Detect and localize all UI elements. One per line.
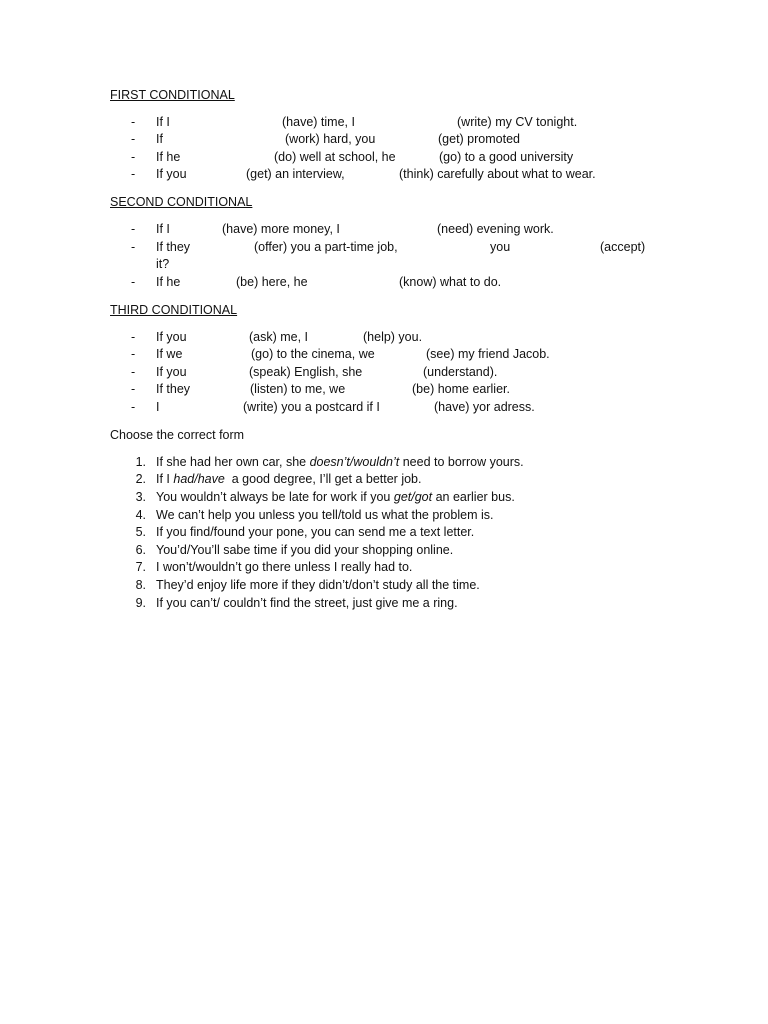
choose-item-2: [0, 472, 768, 489]
second-conditional-heading: SECOND CONDITIONAL: [110, 195, 253, 209]
bullet-dash: -: [131, 115, 136, 129]
item-text: We can’t help you unless you tell/told us what the problem is.: [156, 508, 494, 522]
choose-item-4: [0, 508, 768, 525]
bullet-dash: -: [131, 347, 136, 361]
item-text-end: need to borrow yours.: [399, 455, 524, 469]
choose-heading: Choose the correct form: [110, 428, 245, 442]
first-row-4: [0, 167, 768, 184]
sentence-part: (have) more money, I: [222, 222, 340, 236]
sentence-part: (speak) English, she: [249, 365, 363, 379]
second-row-2-continued: [0, 257, 768, 274]
item-number: 8.: [135, 578, 146, 592]
sentence-part: (write) my CV tonight.: [457, 115, 578, 129]
third-row-5: [0, 400, 768, 417]
sentence-part: If I: [156, 222, 170, 236]
item-options: get/got: [393, 490, 433, 504]
item-number: 5.: [135, 525, 146, 539]
sentence-part: If you: [156, 167, 187, 181]
sentence-part: (do) well at school, he: [274, 150, 396, 164]
first-row-3: [0, 150, 768, 167]
bullet-dash: -: [131, 167, 136, 181]
sentence-part: (think) carefully about what to wear.: [399, 167, 596, 181]
sentence-part: (accept): [600, 240, 646, 254]
item-number: 3.: [135, 490, 146, 504]
item-number: 1.: [135, 455, 146, 469]
item-text-start: If she had her own car, she: [156, 455, 310, 469]
sentence-part: If he: [156, 150, 181, 164]
sentence-part: it?: [156, 257, 170, 271]
sentence-part: (ask) me, I: [249, 330, 309, 344]
bullet-dash: -: [131, 132, 136, 146]
third-row-1: [0, 330, 768, 347]
sentence-part: (be) here, he: [236, 275, 308, 289]
item-text-start: If I: [156, 472, 174, 486]
choose-item-7: [0, 560, 768, 577]
sentence-part: (offer) you a part-time job,: [254, 240, 398, 254]
item-number: 2.: [135, 472, 146, 486]
sentence-part: (know) what to do.: [399, 275, 502, 289]
bullet-dash: -: [131, 222, 136, 236]
item-text: [156, 472, 421, 486]
item-options: had/have: [173, 472, 225, 486]
item-text-start: You wouldn’t always be late for work if you: [156, 490, 394, 504]
bullet-dash: -: [131, 382, 136, 396]
bullet-dash: -: [131, 275, 136, 289]
item-number: 7.: [135, 560, 146, 574]
first-row-2: [0, 132, 768, 149]
second-row-2: [0, 240, 768, 257]
item-text-end: a good degree, I’ll get a better job.: [224, 472, 422, 486]
sentence-part: (write) you a postcard if I: [243, 400, 380, 414]
sentence-part: If I: [156, 115, 170, 129]
sentence-part: If he: [156, 275, 181, 289]
first-conditional-heading: FIRST CONDITIONAL: [110, 88, 235, 102]
third-row-3: [0, 365, 768, 382]
sentence-part: (get) promoted: [438, 132, 520, 146]
sentence-part: If you: [156, 365, 187, 379]
sentence-part: (understand).: [423, 365, 498, 379]
sentence-part: (be) home earlier.: [412, 382, 510, 396]
sentence-part: (go) to the cinema, we: [251, 347, 375, 361]
item-text: [156, 490, 515, 504]
item-options: doesn’t/wouldn’t: [309, 455, 400, 469]
sentence-part: (work) hard, you: [285, 132, 376, 146]
sentence-part: If: [156, 132, 163, 146]
second-row-1: [0, 222, 768, 239]
choose-item-3: [0, 490, 768, 507]
item-text: If you find/found your pone, you can send me a text letter.: [156, 525, 475, 539]
item-text: I won’t/wouldn’t go there unless I really had to.: [156, 560, 413, 574]
bullet-dash: -: [131, 365, 136, 379]
first-row-1: [0, 115, 768, 132]
second-row-3: [0, 275, 768, 292]
sentence-part: If we: [156, 347, 183, 361]
third-row-4: [0, 382, 768, 399]
choose-item-9: [0, 596, 768, 613]
sentence-part: (have) yor adress.: [434, 400, 535, 414]
item-number: 4.: [135, 508, 146, 522]
item-text: If you can’t/ couldn’t find the street, just give me a ring.: [156, 596, 458, 610]
bullet-dash: -: [131, 400, 136, 414]
sentence-part: you: [490, 240, 511, 254]
sentence-part: (go) to a good university: [439, 150, 574, 164]
item-text: You’d/You’ll sabe time if you did your shopping online.: [156, 543, 454, 557]
third-conditional-heading: THIRD CONDITIONAL: [110, 303, 238, 317]
item-text: They’d enjoy life more if they didn’t/don’t study all the time.: [156, 578, 480, 592]
sentence-part: (need) evening work.: [437, 222, 554, 236]
sentence-part: I: [156, 400, 160, 414]
item-text: [156, 455, 524, 469]
sentence-part: (help) you.: [363, 330, 423, 344]
sentence-part: (see) my friend Jacob.: [426, 347, 550, 361]
sentence-part: If they: [156, 240, 191, 254]
sentence-part: (listen) to me, we: [250, 382, 346, 396]
bullet-dash: -: [131, 240, 136, 254]
bullet-dash: -: [131, 150, 136, 164]
sentence-part: If they: [156, 382, 191, 396]
item-text-end: an earlier bus.: [432, 490, 515, 504]
sentence-part: (have) time, I: [282, 115, 355, 129]
sentence-part: (get) an interview,: [246, 167, 345, 181]
sentence-part: If you: [156, 330, 187, 344]
item-number: 9.: [135, 596, 146, 610]
third-row-2: [0, 347, 768, 364]
bullet-dash: -: [131, 330, 136, 344]
choose-item-8: [0, 578, 768, 595]
choose-item-1: [0, 455, 768, 472]
item-number: 6.: [135, 543, 146, 557]
choose-item-5: [0, 525, 768, 542]
choose-item-6: [0, 543, 768, 560]
